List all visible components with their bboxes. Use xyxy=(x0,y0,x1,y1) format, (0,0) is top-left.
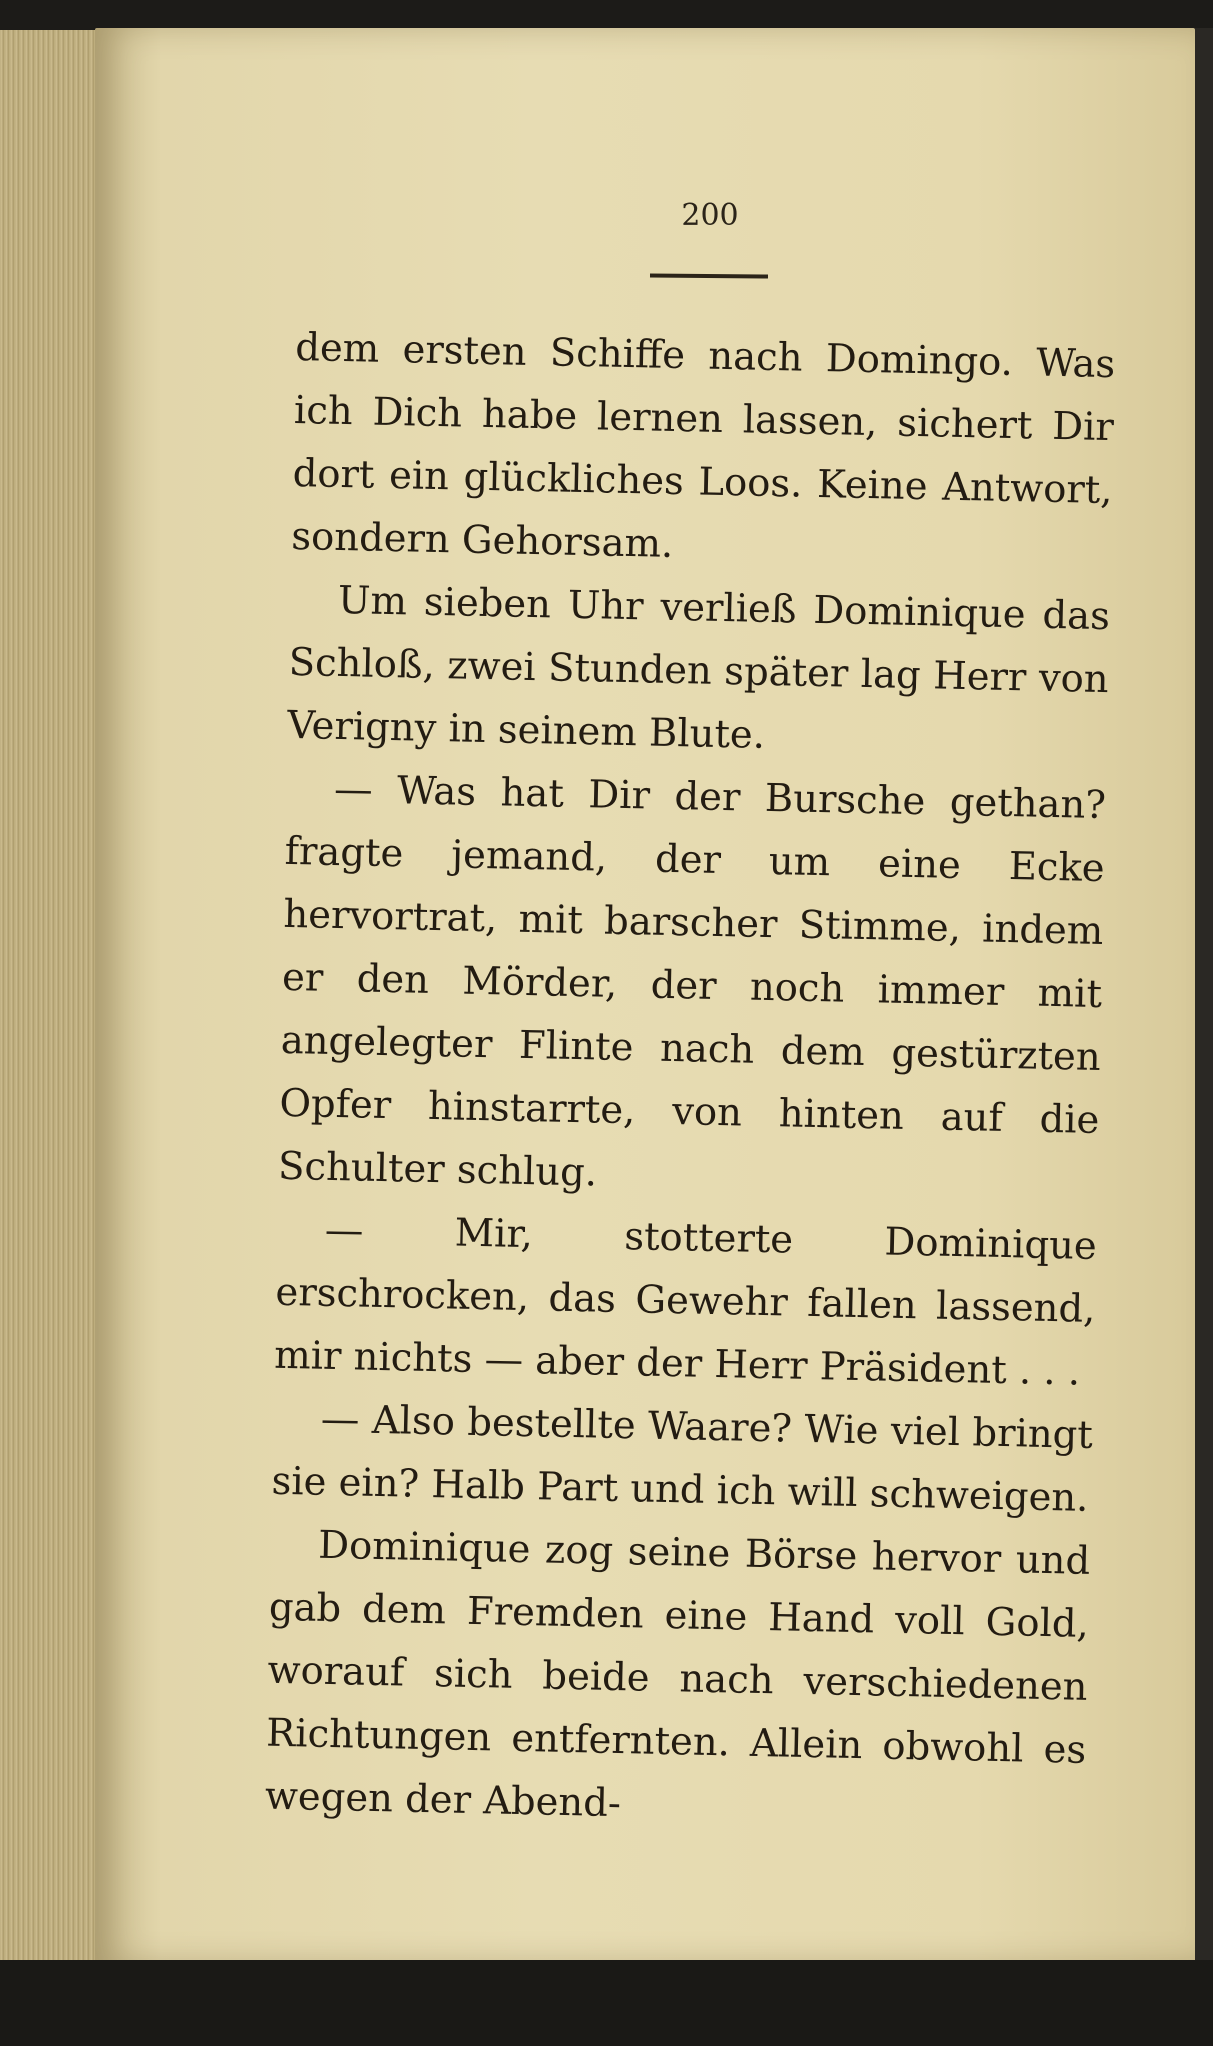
page-gutter-shadow xyxy=(1195,28,1213,1963)
paragraph-3: — Was hat Dir der Bursche gethan? fragte jemand, der um eine Ecke hervortrat, mit barscher Stimme, indem er den Mörder, der noch immer mit angelegter Flinte nach dem gestürzten Opfer hinstarrte, von hinten auf die Schulter schlug. xyxy=(277,766,1107,1196)
paragraph-1: dem ersten Schiffe nach Domingo. Was ich Dich habe lernen lassen, sichert Dir dort ein glückliches Loos. Keine Antwort, sondern Gehorsam. xyxy=(290,324,1116,567)
paragraph-4: — Mir, stotterte Dominique erschrocken, das Gewehr fallen lassend, mir nichts — aber der Herr Präsident . . . xyxy=(273,1207,1098,1395)
body-text xyxy=(264,316,1115,1845)
page-number: 200 xyxy=(681,198,739,233)
bottom-background xyxy=(0,1960,1213,2046)
paragraph-5: — Also bestellte Waare? Wie viel bringt sie ein? Halb Part und ich will schweigen. xyxy=(271,1396,1094,1521)
paragraph-6: Dominique zog seine Börse hervor und gab dem Fremden eine Hand voll Gold, worauf sich beide nach verschiedenen Richtungen entfernten. Allein obwohl es wegen der Abend- xyxy=(264,1522,1091,1827)
paragraph-2: Um sieben Uhr verließ Dominique das Schloß, zwei Stunden später lag Herr von Verigny in seinem Blute. xyxy=(286,577,1111,758)
